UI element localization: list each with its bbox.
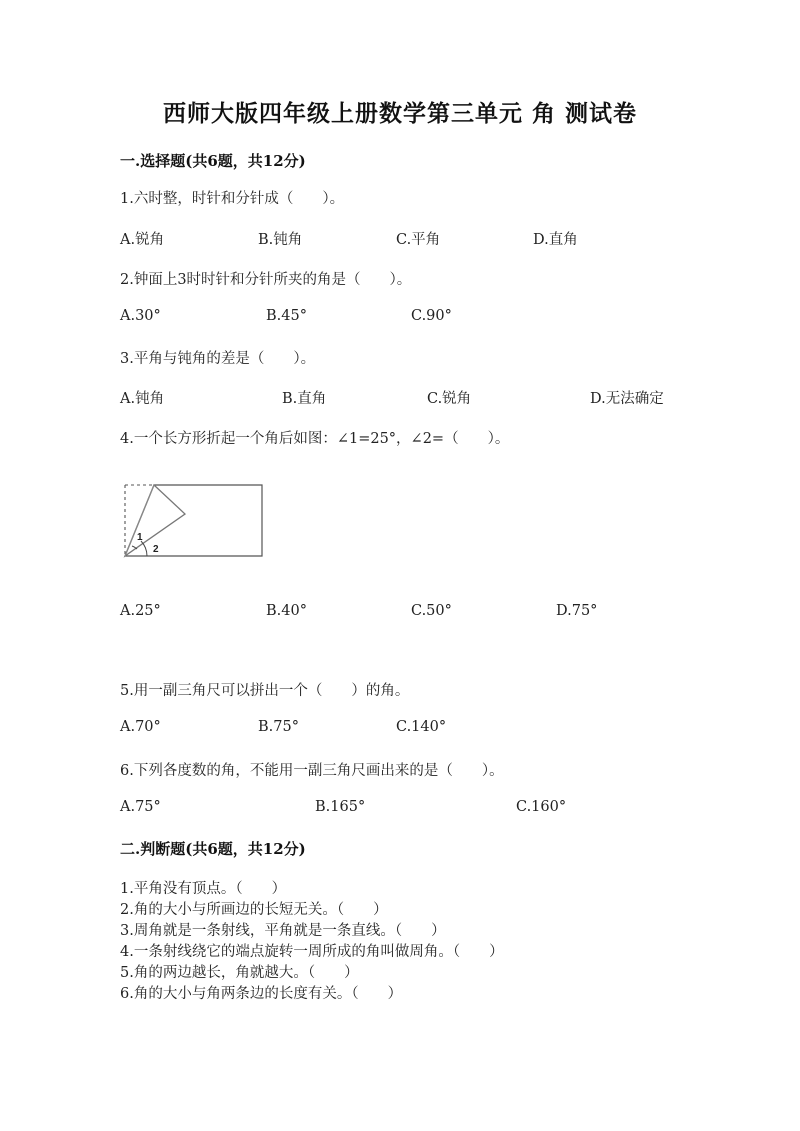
judgement-item-1: 1.平角没有顶点。（ ） xyxy=(120,881,287,897)
option-4a[interactable]: A.25° xyxy=(120,603,161,619)
option-6c[interactable]: C.160° xyxy=(516,799,567,815)
judgement-item-6: 6.角的大小与角两条边的长度有关。（ ） xyxy=(120,986,403,1002)
judgement-item-4: 4.一条射线绕它的端点旋转一周所成的角叫做周角。（ ） xyxy=(120,944,504,960)
option-6b[interactable]: B.165° xyxy=(315,799,366,815)
option-3b[interactable]: B.直角 xyxy=(282,391,327,407)
option-1d[interactable]: D.直角 xyxy=(533,232,578,248)
option-4b[interactable]: B.40° xyxy=(266,603,307,619)
section-heading-choice: 一.选择题(共6题，共12分) xyxy=(120,152,306,170)
angle-label-1: 1 xyxy=(137,532,143,543)
option-2a[interactable]: A.30° xyxy=(120,308,161,324)
option-4c[interactable]: C.50° xyxy=(411,603,452,619)
judgement-item-5: 5.角的两边越长，角就越大。（ ） xyxy=(120,965,359,981)
option-4d[interactable]: D.75° xyxy=(556,603,598,619)
question-5: 5.用一副三角尺可以拼出一个（ ）的角。 xyxy=(120,683,410,699)
option-3c[interactable]: C.锐角 xyxy=(427,391,472,407)
section-heading-judgement: 二.判断题(共6题，共12分) xyxy=(120,840,306,858)
question-3: 3.平角与钝角的差是（ ）。 xyxy=(120,351,316,367)
question-4: 4.一个长方形折起一个角后如图：∠1=25°，∠2=（ ）。 xyxy=(120,431,510,447)
option-1a[interactable]: A.锐角 xyxy=(120,232,165,248)
judgement-item-2: 2.角的大小与所画边的长短无关。（ ） xyxy=(120,902,388,918)
option-3d[interactable]: D.无法确定 xyxy=(590,391,664,407)
question-1: 1.六时整，时针和分针成（ ）。 xyxy=(120,191,345,207)
option-5b[interactable]: B.75° xyxy=(258,719,299,735)
angle-label-2: 2 xyxy=(153,544,159,555)
option-5c[interactable]: C.140° xyxy=(396,719,447,735)
option-1b[interactable]: B.钝角 xyxy=(258,232,303,248)
page-title: 西师大版四年级上册数学第三单元 角 测试卷 xyxy=(162,100,637,127)
option-6a[interactable]: A.75° xyxy=(120,799,161,815)
question-2: 2.钟面上3时时针和分针所夹的角是（ ）。 xyxy=(120,272,412,288)
judgement-item-3: 3.周角就是一条射线，平角就是一条直线。（ ） xyxy=(120,923,446,939)
option-3a[interactable]: A.钝角 xyxy=(120,391,165,407)
option-5a[interactable]: A.70° xyxy=(120,719,161,735)
question-6: 6.下列各度数的角，不能用一副三角尺画出来的是（ ）。 xyxy=(120,763,504,779)
option-2c[interactable]: C.90° xyxy=(411,308,452,324)
option-2b[interactable]: B.45° xyxy=(266,308,307,324)
folded-rectangle-figure xyxy=(118,478,268,564)
option-1c[interactable]: C.平角 xyxy=(396,232,441,248)
